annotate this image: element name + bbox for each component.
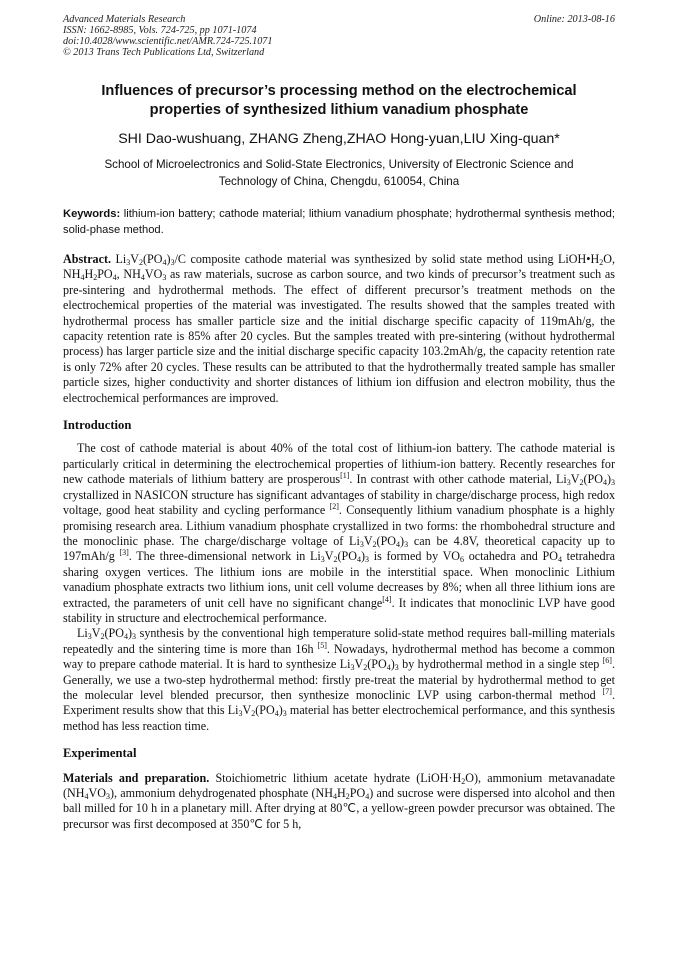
experimental-paragraph (63, 771, 615, 833)
citation: [6] (602, 656, 612, 666)
subscript: 2 (579, 478, 584, 488)
citation: [1] (340, 471, 350, 481)
text-run: H (84, 267, 94, 282)
text-run: . It indicates that monoclinic LVP have good stability in structure and electrochemical performance. (63, 595, 615, 625)
subscript: 4 (123, 632, 128, 642)
text-run: ) (127, 626, 133, 641)
text-run: O), ammonium metavanadate (NH (63, 770, 615, 800)
subscript: 2 (251, 709, 256, 719)
text-run: ) (278, 703, 283, 718)
keywords (63, 206, 615, 238)
experimental-heading: Experimental (63, 746, 137, 761)
text-run: V (363, 533, 373, 548)
citation: [5] (317, 640, 327, 650)
text-run: PO (349, 786, 366, 800)
subscript: 2 (461, 776, 466, 786)
journal-header (63, 14, 615, 58)
subscript: 3 (394, 663, 399, 673)
journal-name: Advanced Materials Research (63, 14, 186, 25)
copyright-line: © 2013 Trans Tech Publications Ltd, Switzerland (63, 47, 265, 58)
text-run: . In contrast with other cathode material, Li (349, 472, 567, 487)
text-run: octahedra and PO (464, 549, 558, 564)
subscript: 3 (566, 478, 571, 488)
subscript: 4 (162, 258, 167, 267)
subscript: 2 (100, 632, 105, 642)
subscript: 3 (170, 258, 175, 267)
subscript: 3 (105, 792, 110, 801)
text-run: (PO (337, 549, 358, 564)
text-run: (PO (367, 657, 387, 672)
text-run: ) (390, 657, 395, 672)
introduction-paragraph-1 (63, 441, 615, 626)
subscript: 3 (365, 555, 370, 565)
text-run: The cost of cathode material is about 40% of the total cost of lithium-ion battery. The cathode material is particularly critical in determining the electrochemical properties of lithium-ion battery. Recently researches for new cathode materials of lithium battery are prosperous (63, 441, 615, 487)
text-run: (PO (583, 472, 603, 487)
affiliation-line-1: School of Microelectronics and Solid-State Electronics, University of Electronic Science and (104, 158, 574, 171)
subscript: 2 (599, 258, 604, 267)
subscript: 4 (140, 273, 145, 283)
text-run: V (324, 549, 334, 564)
subscript: 2 (345, 792, 350, 801)
text-run: PO (97, 267, 113, 282)
introduction-paragraph-2 (63, 626, 615, 734)
text-run: ), ammonium dehydrogenated phosphate (NH (109, 786, 333, 800)
text-run: ) (400, 533, 405, 548)
text-run: H (336, 786, 346, 800)
title-line-1: Influences of precursor’s processing method on the electrochemical (101, 83, 577, 99)
subscript: 3 (87, 632, 92, 642)
keywords-text: lithium-ion battery; cathode material; lithium vanadium phosphate; hydrothermal synthesis method; solid-phase method. (63, 208, 615, 236)
text-run: (PO (143, 252, 163, 266)
text-run: VO (144, 267, 163, 282)
affiliation-line-2: Technology of China, Chengdu, 610054, China (218, 175, 460, 188)
text-run: ) (166, 252, 171, 266)
subscript: 3 (611, 478, 615, 488)
text-run: Li (115, 252, 127, 266)
citation: [4] (382, 594, 392, 604)
text-run: ) (361, 549, 366, 564)
subscript: 3 (404, 539, 409, 549)
subscript: 4 (357, 555, 362, 565)
subscript: 3 (359, 539, 364, 549)
main-text (63, 252, 615, 832)
text-run: V (242, 703, 252, 718)
subscript: 4 (84, 792, 89, 801)
text-run: . Generally, we use a two-step hydrothermal method: firstly pre-treat the material by hydrothermal method to get the molecular level blended precursor, then synthesize monoclinic LVP using carbon-thermal method (63, 657, 615, 702)
author-list: SHI Dao-wushuang, ZHANG Zheng,ZHAO Hong-yuan,LIU Xing-quan* (118, 131, 560, 147)
text-run: V (354, 657, 364, 672)
subscript: 3 (238, 709, 243, 719)
text-run: /C composite cathode material was synthesized by solid state method using LiOH•H (174, 252, 600, 266)
subscript: 2 (363, 663, 368, 673)
citation: [2] (329, 502, 339, 512)
abstract-paragraph (63, 252, 615, 406)
text-run: crystallized in NASICON structure has significant advantages of stability in charge/discharge process, high redox voltage, good heat stability and cycling performance (63, 487, 615, 518)
subscript: 4 (602, 478, 607, 488)
introduction-heading: Introduction (63, 418, 132, 433)
keywords-label: Keywords: (63, 208, 121, 220)
subscript: 3 (320, 555, 325, 565)
subscript: 4 (274, 709, 279, 719)
subscript: 4 (365, 792, 370, 801)
text-run: Stoichiometric lithium acetate hydrate (LiOH·H (209, 770, 462, 785)
text-run: V (91, 626, 101, 641)
paper-title (63, 82, 615, 120)
text-run: (PO (255, 703, 275, 718)
text-run: can be 4.8V, theoretical capacity up to 197mAh/g (63, 533, 615, 564)
text-run: . Experiment results show that this Li (63, 687, 615, 718)
affiliation (63, 156, 615, 190)
text-run: is formed by VO (369, 549, 461, 564)
title-line-2: properties of synthesized lithium vanadium phosphate (149, 102, 529, 118)
subscript: 3 (282, 709, 287, 719)
text-run: tetrahedra sharing oxygen vertices. The lithium ions are mobile in the interstitial space. When monoclinic Lithium vanadium phosphate extracts two lithium ions, unit cell volume decreases by 8%; when all three lithium ions are extracted, the parameters of unit cell have no significant change (63, 549, 615, 610)
text-run: O, NH (63, 252, 615, 282)
text-run: (PO (104, 626, 124, 641)
text-run: V (130, 252, 140, 266)
subscript: 3 (126, 258, 131, 267)
materials-label: Materials and preparation. (63, 770, 210, 785)
subscript: 4 (386, 663, 391, 673)
text-run: Li (77, 626, 88, 641)
issn-line: ISSN: 1662-8985, Vols. 724-725, pp 1071-1074 (63, 25, 257, 36)
text-run: VO (88, 786, 106, 800)
abstract-label: Abstract. (63, 252, 112, 266)
subscript: 4 (396, 539, 401, 549)
subscript: 4 (332, 792, 337, 801)
subscript: 2 (139, 258, 144, 267)
text-run: as raw materials, sucrose as carbon source, and two kinds of precursor’s treatment such as pre-sintering and hydrothermal methods. The effect of different precursor’s treatment methods on the electrochemical properties of the material was investigated. The results showed that the samples treated with hydrothermal process has smaller particle size and the initial discharge specific capacity of 119mAh/g, the capacity retention rate is 85% after 20 cycles. But the samples treated with pre-sintering (without hydrothermal process) has larger particle size and the initial discharge specific capacity 103.2mAh/g, the capacity retention rate is only 72% after 20 cycles. These results can be attributed to that the hydrothermally treated sample has smaller particle sizes, higher conductivity and shorter distances of lithium ion diffusion and electron mobility, thus the electrochemical performances are improved. (63, 267, 615, 405)
subscript: 2 (93, 273, 98, 283)
subscript: 6 (460, 555, 465, 565)
text-run: . Consequently lithium vanadium phosphate is a highly promising research area. Lithium vanadium phosphate crystallized in two forms: the rhombohedral structure and the monoclinic phase. The charge/discharge voltage of Li (63, 503, 615, 548)
text-run: , NH (116, 267, 141, 282)
online-date: Online: 2013-08-16 (533, 14, 615, 25)
text-run: . Nowadays, hydrothermal method has become a common way to prepare cathode material. It is hard to synthesize Li (63, 641, 615, 672)
citation: [7] (602, 686, 612, 696)
text-run: (PO (376, 533, 397, 548)
subscript: 3 (162, 273, 167, 283)
text-run: . The three-dimensional network in Li (128, 549, 321, 564)
subscript: 4 (80, 273, 85, 283)
text-run: material has better electrochemical performance, and this synthesis method has less reaction time. (63, 703, 616, 733)
text-run: ) (606, 472, 611, 487)
subscript: 4 (112, 273, 117, 283)
text-run: by hydrothermal method in a single step (398, 657, 603, 672)
citation: [3] (119, 548, 129, 558)
text-run: V (570, 472, 580, 487)
subscript: 2 (372, 539, 377, 549)
subscript: 3 (132, 632, 137, 642)
text-run: synthesis by the conventional high temperature solid-state method requires ball-milling materials repeatedly and the sintering time is more than 16h (63, 626, 615, 656)
subscript: 2 (333, 555, 338, 565)
text-run: ) and sucrose were dispersed into alcohol and then ball milled for 10 h in a planetary mill. After drying at 80℃, a yellow-green powder precursor was obtained. The precursor was first decomposed at 350℃ for 5 h, (63, 786, 616, 831)
subscript: 4 (557, 555, 562, 565)
subscript: 3 (350, 663, 355, 673)
doi-line: doi:10.4028/www.scientific.net/AMR.724-725.1071 (63, 36, 273, 47)
